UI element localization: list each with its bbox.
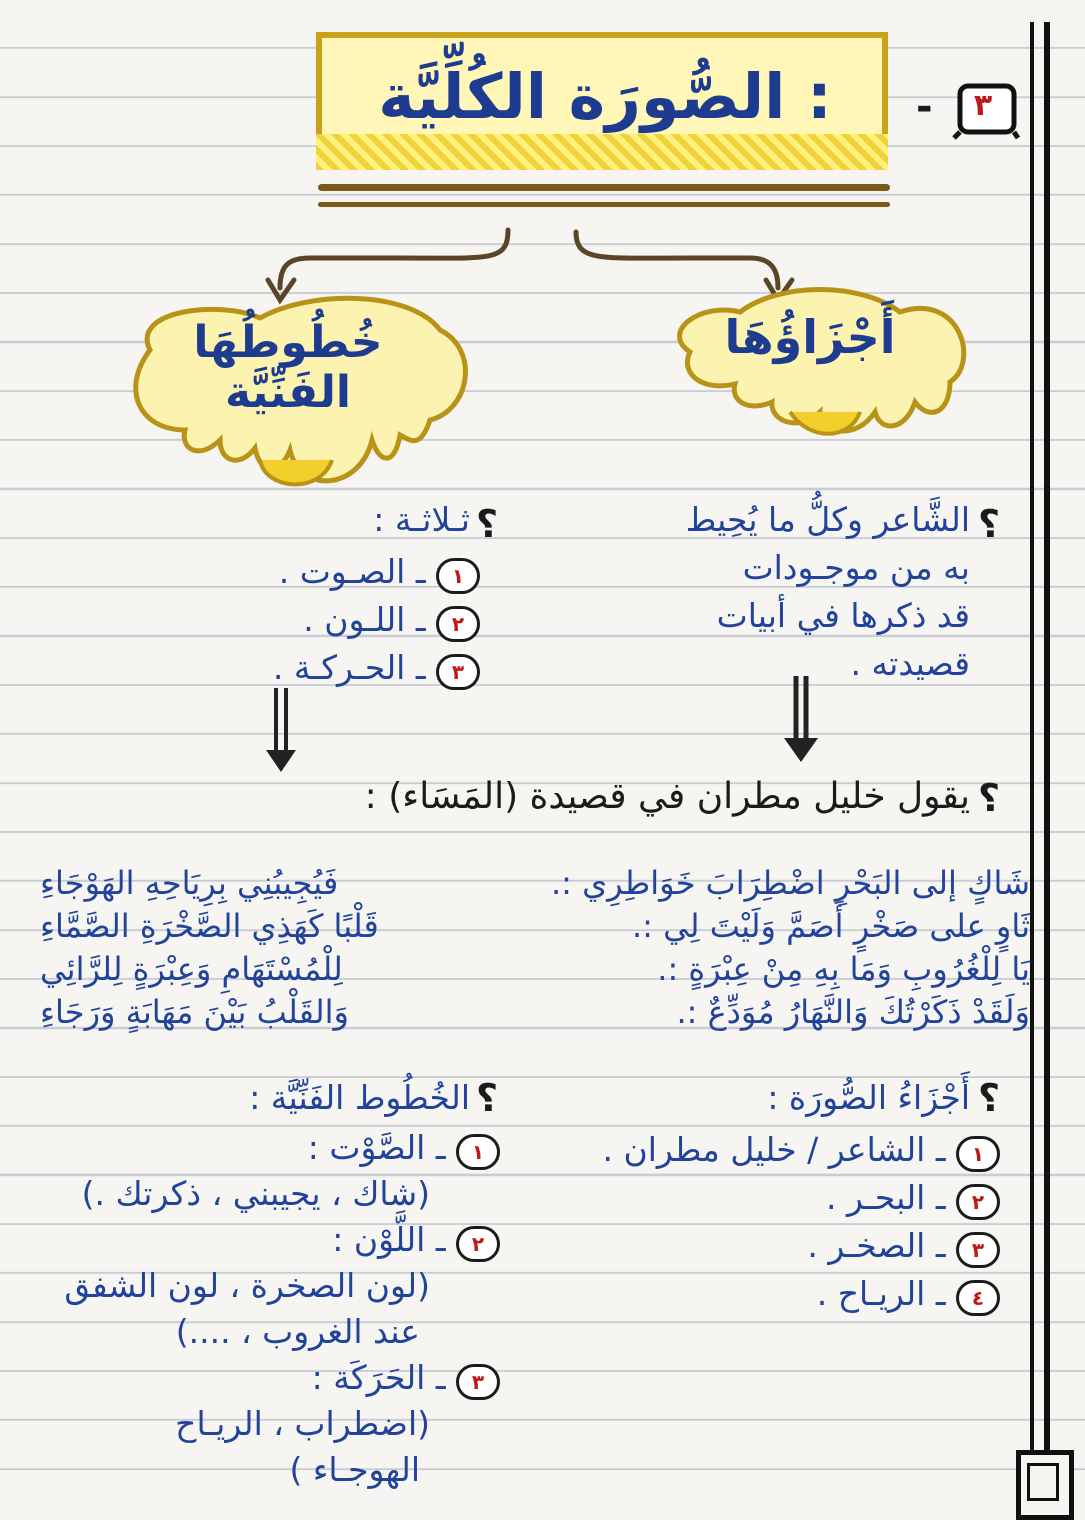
poem-verse — [40, 948, 1030, 991]
poem-verse — [40, 862, 1030, 905]
item-number-badge: ٣ — [456, 1364, 500, 1400]
motion-label: ـ الحَرَكَة : — [311, 1358, 446, 1397]
item-text: ـ الريـاح . — [816, 1274, 946, 1313]
item-text: ـ البحـر . — [826, 1178, 946, 1217]
color-label-row — [220, 1216, 500, 1264]
list-item — [560, 1270, 1000, 1318]
verse-second-half: وَالقَلْبُ بَيْنَ مَهَابَةٍ وَرَجَاءِ — [40, 993, 349, 1031]
verse-first-half: شَاكٍ إلى البَحْرِ اضْطِرَابَ خَوَاطِرِي :. — [550, 864, 1030, 902]
motion-label-row — [220, 1354, 500, 1402]
left-cloud-line1: خُطُوطُهَا — [193, 317, 383, 368]
item-number-badge: ٤ — [956, 1280, 1000, 1316]
item-text: ـ الصـوت . — [278, 552, 426, 591]
question-mark-icon: ؟ — [978, 1076, 1001, 1120]
title-colon: : — [806, 60, 832, 133]
sound-label: ـ الصَّوْت : — [307, 1128, 446, 1167]
item-text: ـ الصخـر . — [807, 1226, 946, 1265]
poem-verse — [40, 991, 1030, 1034]
poem-block — [40, 862, 1030, 1034]
title-text: الصُّورَة الكُلِّيَّة — [378, 60, 786, 133]
list-item — [160, 644, 480, 692]
verse-first-half: يَا لِلْغُرُوبِ وَمَا بِهِ مِنْ عِبْرَةٍ :. — [657, 950, 1030, 988]
question-mark-icon: ؟ — [978, 776, 1001, 820]
item-text: ـ الحـركـة . — [272, 648, 426, 687]
left-cloud-line2: الفَنِّيَّة — [225, 367, 351, 418]
image-parts-list — [560, 1126, 1000, 1318]
item-text: ـ اللـون . — [303, 600, 426, 639]
intro-line: يقول خليل مطران في قصيدة (المَسَاء) : — [364, 776, 970, 817]
definition-line: به من موجـودات — [742, 548, 970, 587]
color-examples: (لون الصخرة ، لون الشفق — [64, 1266, 430, 1305]
question-mark-icon: ؟ — [476, 502, 499, 546]
poem-verse — [40, 905, 1030, 948]
item-number-badge: ٢ — [456, 1226, 500, 1262]
item-number-badge: ٢ — [956, 1184, 1000, 1220]
item-number-badge: ٣ — [956, 1232, 1000, 1268]
list-item — [560, 1126, 1000, 1174]
color-examples: عند الغروب ، ....) — [175, 1312, 420, 1351]
art-lines-list — [160, 548, 480, 692]
title-number: ٣ — [973, 88, 993, 123]
verse-second-half: قَلْبًا كَهَذِي الصَّخْرَةِ الصَّمَّاءِ — [40, 907, 379, 945]
item-number-badge: ٣ — [436, 654, 480, 690]
definition-line: قد ذكرها في أبيات — [716, 596, 970, 635]
definition-line: الشَّاعر وكلُّ ما يُحِيط — [685, 500, 970, 539]
item-number-badge: ١ — [436, 558, 480, 594]
motion-examples: (اضطراب ، الريـاح — [175, 1404, 430, 1443]
verse-first-half: ثَاوٍ على صَخْرٍ أَصَمَّ وَلَيْتَ لِي :. — [632, 907, 1030, 945]
color-label: ـ اللَّوْن : — [332, 1220, 446, 1259]
art-lines-heading: ثـلاثـة : — [373, 500, 470, 539]
title-dash: - — [916, 84, 933, 130]
notebook-margin-rule — [1024, 22, 1064, 1512]
item-number-badge: ١ — [956, 1136, 1000, 1172]
down-arrow-icon — [262, 688, 302, 778]
definition-line: قصيدته . — [850, 644, 970, 683]
verse-second-half: لِلْمُسْتَهَامِ وَعِبْرَةٍ لِلرَّائِي — [40, 950, 343, 988]
list-item — [160, 596, 480, 644]
list-item — [560, 1174, 1000, 1222]
sound-label-row — [220, 1124, 500, 1172]
item-text: ـ الشاعر / خليل مطران . — [602, 1130, 946, 1169]
image-parts-heading: أَجْزَاءُ الصُّورَة : — [767, 1078, 970, 1117]
left-cloud-label — [158, 318, 418, 418]
verse-second-half: فَيُجِيبُنِي بِرِيَاحِهِ الهَوْجَاءِ — [40, 864, 339, 902]
question-mark-icon: ؟ — [978, 502, 1001, 546]
parts-definition — [560, 496, 970, 688]
question-mark-icon: ؟ — [476, 1076, 499, 1120]
sound-examples: (شاك ، يجيبني ، ذكرتك .) — [81, 1174, 430, 1213]
art-lines-detail-heading: الخُطُوط الفَنِّيَّة : — [249, 1078, 470, 1117]
item-number-badge: ١ — [456, 1134, 500, 1170]
motion-examples: الهوجـاء ) — [289, 1450, 420, 1489]
page-title — [340, 60, 870, 133]
list-item — [160, 548, 480, 596]
list-item — [560, 1222, 1000, 1270]
item-number-badge: ٢ — [436, 606, 480, 642]
verse-first-half: وَلَقَدْ ذَكَرْتُكَ وَالنَّهَارُ مُوَدِّعٌ :. — [676, 993, 1030, 1031]
right-cloud-label: أَجْزَاؤُهَا — [724, 310, 896, 364]
down-arrow-icon — [780, 676, 824, 766]
